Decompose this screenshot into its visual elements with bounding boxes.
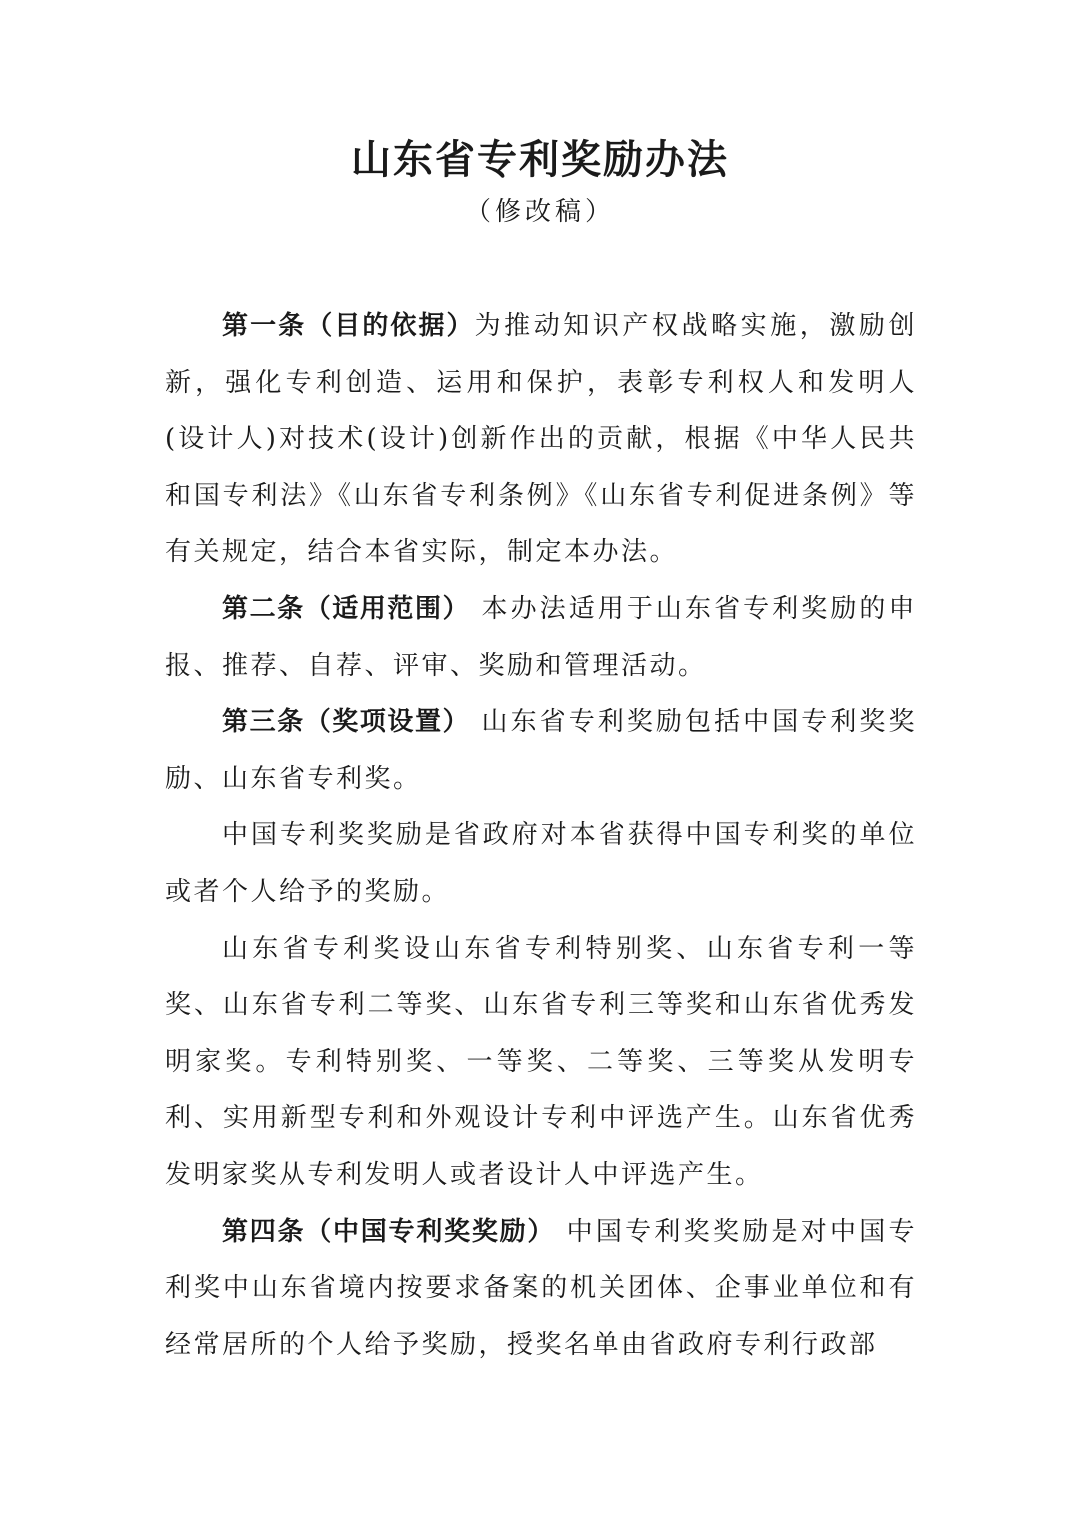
- document-subtitle: （修改稿）: [464, 197, 615, 227]
- paragraph-text: 中国专利奖奖励是省政府对本省获得中国专利奖的单位或者个人给予的奖励。: [165, 820, 917, 907]
- article-text: 山东省专利奖励包括中国专利奖奖励、山东省专利奖。: [165, 707, 917, 794]
- article-1: [165, 298, 917, 581]
- article-3-paragraph-3: [165, 921, 917, 1204]
- article-heading: 第三条（奖项设置）: [222, 707, 471, 738]
- article-heading: 第一条（目的依据）: [222, 311, 475, 341]
- document-body: [165, 298, 917, 1373]
- paragraph-text: 山东省专利奖设山东省专利特别奖、山东省专利一等奖、山东省专利二等奖、山东省专利三等奖和山东省优秀发明家奖。专利特别奖、一等奖、二等奖、三等奖从发明专利、实用新型专利和外观设计专利中评选产生。山东省优秀发明家奖从专利发明人或者设计人中评选产生。: [165, 933, 917, 1190]
- article-heading: 第四条（中国专利奖奖励）: [222, 1216, 556, 1247]
- document-title: 山东省专利奖励办法: [351, 136, 729, 183]
- article-4: [165, 1204, 917, 1374]
- article-text: 本办法适用于山东省专利奖励的申报、推荐、自荐、评审、奖励和管理活动。: [165, 593, 917, 681]
- article-text: 中国专利奖奖励是对中国专利奖中山东省境内按要求备案的机关团体、企事业单位和有经常居所的个人给予奖励，授奖名单由省政府专利行政部: [165, 1216, 917, 1360]
- article-3: [165, 694, 917, 807]
- article-3-paragraph-2: [165, 807, 917, 920]
- article-heading: 第二条（适用范围）: [222, 593, 471, 624]
- article-text: 为推动知识产权战略实施，激励创新，强化专利创造、运用和保护，表彰专利权人和发明人(设计人)对技术(设计)创新作出的贡献，根据《中华人民共和国专利法》《山东省专利条例》《山东省专利促进条例》等有关规定，结合本省实际，制定本办法。: [165, 311, 917, 568]
- article-2: [165, 581, 917, 694]
